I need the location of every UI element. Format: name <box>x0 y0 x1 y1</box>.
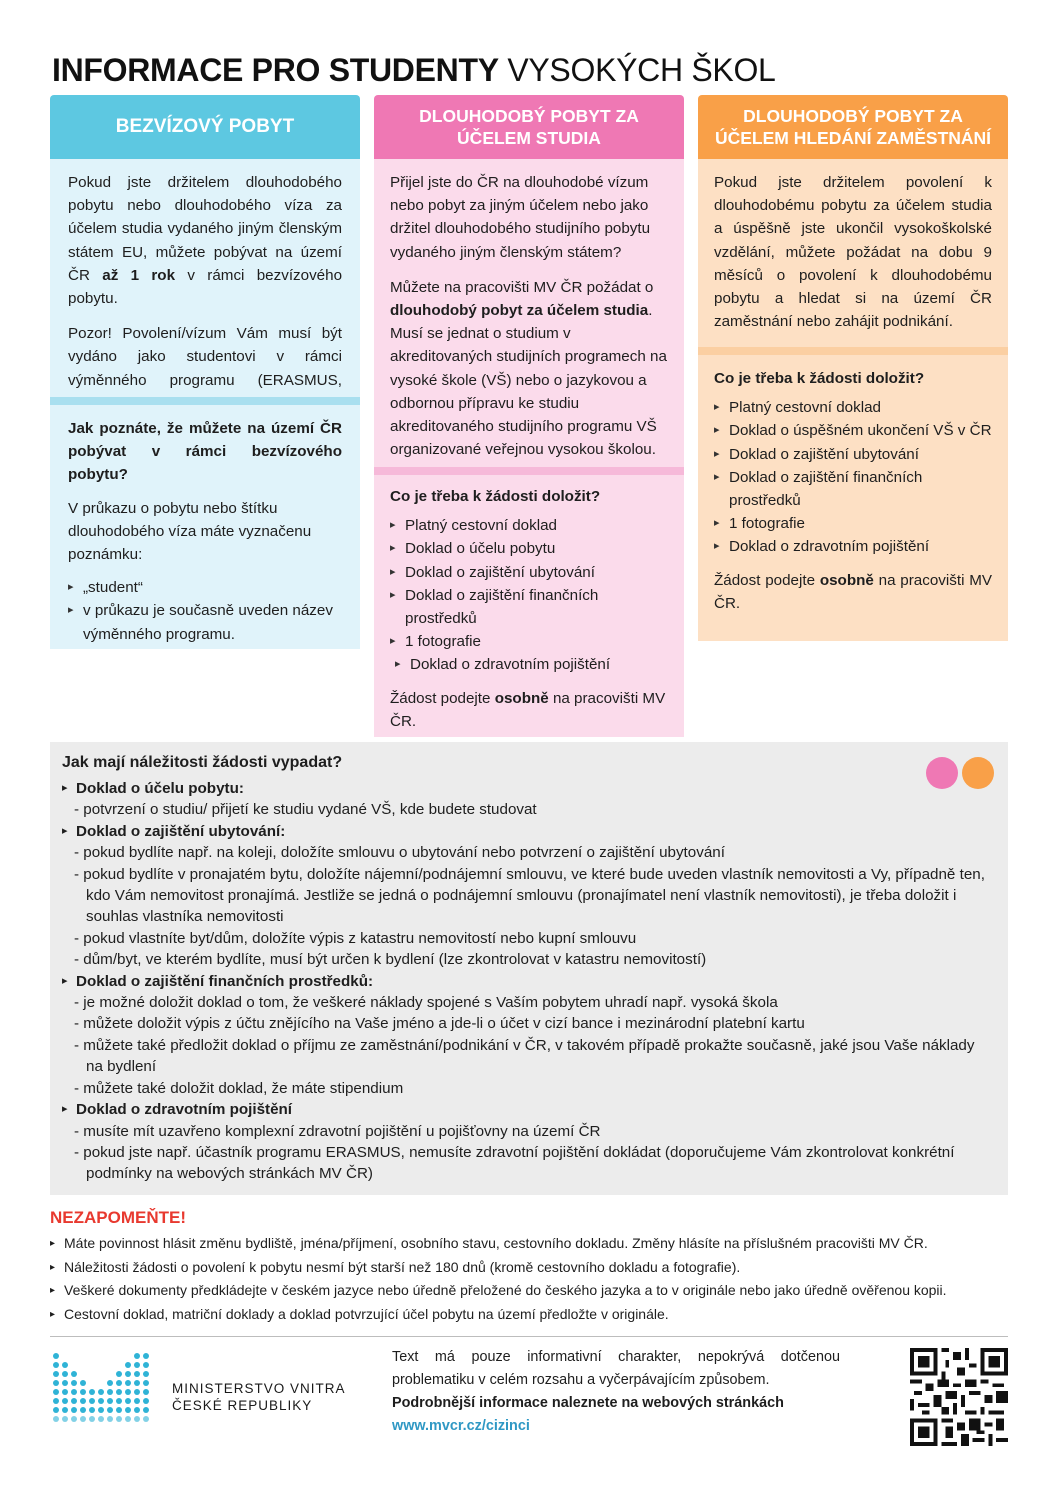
col2-intro <box>374 159 684 467</box>
section-line: - můžete také doložit doklad, že máte stipendium <box>74 1079 404 1097</box>
section-line: - pokud bydlíte např. na koleji, doložíte smlouvu o ubytování nebo potvrzení o zajištění ubytování <box>74 844 725 862</box>
reminder-title: NEZAPOMEŇTE! <box>50 1208 186 1227</box>
qr-code-icon[interactable] <box>910 1348 1008 1446</box>
list-item: ▸ Veškeré dokumenty předkládejte v českém jazyce nebo úředně přeložené do českého jazyka a to v originále nebo jako úředně ověřenou kopii. <box>50 1279 1008 1303</box>
list-item: ▸ Platný cestovní doklad <box>390 514 668 537</box>
col1-header <box>50 95 360 159</box>
section-line: - pokud bydlíte v pronajatém bytu, doložíte nájemní/podnájemní smlouvu, ve které bude uveden vlastník nemovitosti a Vy, případně ten, kdo Vám nemovitost pronajímá. Jestliže se jedná o podnájemní smlouvu (pronajímatel není vlastník nemovitosti), je třeba doložit i souhlas vlastníka nemovitosti <box>74 865 985 926</box>
col1-question-text: V průkazu o pobytu nebo štítku dlouhodobého víza máte vyznačenu poznámku: <box>68 499 312 564</box>
col3-requirements-box <box>698 355 1008 641</box>
col1-paragraph-1: Pokud jste držitelem dlouhodobého pobytu nebo dlouhodobého víza za účelem studia vydaného jiným členským státem EU, můžete pobývat na území ČR až 1 rok v rámci bezvízového pobytu. <box>68 174 343 308</box>
details-section-accommodation <box>62 821 992 971</box>
col3-intro <box>698 159 1008 347</box>
col2-paragraph-1: Přijel jste do ČR na dlouhodobé vízum nebo pobyt za jiným účelem nebo jako držitel dlouhodobého studijního pobytu vydaného jiným členským státem? <box>390 174 651 261</box>
details-section-finance <box>62 971 992 1099</box>
col2-divider <box>374 467 684 475</box>
section-line: - pokud jste např. účastník programu ERASMUS, nemusíte zdravotní pojištění dokládat (doporučujeme Vám zkontrolovat konkrétní podmínky na webových stránkách MV ČR) <box>74 1143 955 1183</box>
orange-dot-icon <box>962 757 994 789</box>
list-item: ▸ Platný cestovní doklad <box>714 396 992 419</box>
footer-more-info: Podrobnější informace naleznete na webových stránkách <box>392 1395 784 1411</box>
col2-requirements-title: Co je třeba k žádosti doložit? <box>390 488 601 505</box>
col1-divider <box>50 397 360 405</box>
footer-link[interactable]: www.mvcr.cz/cizinci <box>392 1418 530 1434</box>
section-title: ▸ Doklad o zdravotním pojištění <box>62 1099 992 1120</box>
col1-question-title: Jak poznáte, že můžete na území ČR pobývat v rámci bezvízového pobytu? <box>68 420 342 484</box>
list-item: ▸ „student“ <box>68 576 342 599</box>
col3-apply-note: Žádost podejte osobně na pracovišti MV ČR. <box>714 571 993 612</box>
title-light: VYSOKÝCH ŠKOL <box>507 52 776 88</box>
col2-apply-note: Žádost podejte osobně na pracovišti MV ČR. <box>390 689 666 730</box>
col2-requirements-box <box>374 475 684 737</box>
list-item: ▸ Doklad o zdravotním pojištění <box>714 535 992 558</box>
list-item: ▸ Doklad o zajištění finančních prostředků <box>390 584 668 630</box>
section-title: ▸ Doklad o účelu pobytu: <box>62 778 992 799</box>
ministry-name <box>172 1380 346 1414</box>
section-line: - můžete také předložit doklad o příjmu ze zaměstnání/podnikání v ČR, v takovém případě prokažte současně, jaké jsou Vaše náklady na bydlení <box>74 1036 975 1076</box>
footer-text: Text má pouze informativní charakter, nepokrývá dotčenou problematiku v celém rozsahu a vyčerpávajícím způsobem. <box>392 1349 840 1388</box>
col1-paragraph-2: Pozor! Povolení/vízum Vám musí být vydáno jako studentovi v rámci výměnného programu (ERASMUS, <box>68 325 342 389</box>
footer-disclaimer <box>392 1346 840 1438</box>
list-item: ▸ Doklad o zajištění ubytování <box>390 561 668 584</box>
section-title: ▸ Doklad o zajištění ubytování: <box>62 821 992 842</box>
title-bold: INFORMACE PRO STUDENTY <box>52 52 499 88</box>
col3-header <box>698 95 1008 159</box>
section-line: - musíte mít uzavřeno komplexní zdravotní pojištění u pojišťovny na území ČR <box>74 1122 601 1140</box>
list-item: ▸ v průkazu je současně uveden název výměnného programu. <box>68 599 342 645</box>
list-item: ▸ Doklad o zajištění finančních prostředků <box>714 466 992 512</box>
section-line: - dům/byt, ve kterém bydlíte, musí být určen k bydlení (lze zkontrolovat v katastru nemovitostí) <box>74 951 707 969</box>
col1-intro <box>50 159 360 397</box>
col3-divider <box>698 347 1008 355</box>
col3-requirements-list <box>714 396 992 558</box>
ministry-name-line-2: ČESKÉ REPUBLIKY <box>172 1398 313 1413</box>
list-item: ▸ Doklad o zdravotním pojištění <box>390 653 668 676</box>
col2-paragraph-2: Můžete na pracovišti MV ČR požádat o dlouhodobý pobyt za účelem studia. Musí se jednat o studium v akreditovaných studijních programech na vysoké škole (VŠ) nebo o jazykovou a odbornou přípravu ke studiu akreditovaného studijního programu VŠ organizované veřejnou vysokou školou. <box>390 278 667 459</box>
col1-question-box <box>50 405 360 649</box>
col1-header-text: BEZVÍZOVÝ POBYT <box>115 116 295 137</box>
pink-dot-icon <box>926 757 958 789</box>
section-line: - můžete doložit výpis z účtu znějícího na Vaše jméno a jde-li o účet v cizí bance i mezinárodní platební kartu <box>74 1015 805 1033</box>
col2-header <box>374 95 684 159</box>
col2-header-text: DLOUHODOBÝ POBYT ZA ÚČELEM STUDIA <box>419 106 639 148</box>
section-title: ▸ Doklad o zajištění finančních prostředků: <box>62 971 992 992</box>
list-item: ▸ Máte povinnost hlásit změnu bydliště, jména/příjmení, osobního stavu, cestovního dokladu. Změny hlásíte na příslušném pracovišti MV ČR. <box>50 1232 1008 1256</box>
details-box <box>50 742 1008 1195</box>
details-title: Jak mají náležitosti žádosti vypadat? <box>62 754 343 771</box>
details-section-insurance <box>62 1099 992 1185</box>
ministry-name-line-1: MINISTERSTVO VNITRA <box>172 1381 346 1396</box>
list-item: ▸ Doklad o úspěšném ukončení VŠ v ČR <box>714 419 992 442</box>
col3-requirements-title: Co je třeba k žádosti doložit? <box>714 370 925 387</box>
ministry-logo-icon <box>50 1350 160 1422</box>
list-item: ▸ Doklad o zajištění ubytování <box>714 443 992 466</box>
col1-note-list <box>68 576 342 646</box>
section-line: - je možné doložit doklad o tom, že veškeré náklady spojené s Vaším pobytem uhradí např. vysoká škola <box>74 994 778 1012</box>
list-item: ▸ 1 fotografie <box>714 512 992 535</box>
list-item: ▸ 1 fotografie <box>390 630 668 653</box>
footer-divider <box>50 1336 1008 1337</box>
list-item: ▸ Náležitosti žádosti o povolení k pobytu nesmí být starší než 180 dnů (kromě cestovního dokladu a fotografie). <box>50 1256 1008 1280</box>
details-section-purpose <box>62 778 992 821</box>
list-item: ▸ Cestovní doklad, matriční doklady a doklad potvrzující účel pobytu na území předložte v originále. <box>50 1303 1008 1327</box>
page-title <box>52 52 776 88</box>
reminder-list <box>50 1232 1008 1326</box>
list-item: ▸ Doklad o účelu pobytu <box>390 537 668 560</box>
section-line: - pokud vlastníte byt/dům, doložíte výpis z katastru nemovitostí nebo kupní smlouvu <box>74 929 637 947</box>
col3-paragraph-1: Pokud jste držitelem povolení k dlouhodobému pobytu za účelem studia a úspěšně jste ukončil vysokoškolské vzdělání, můžete požádat na dobu 9 měsíců o povolení k dlouhodobému pobytu a hledat si na území ČR zaměstnání nebo zahájit podnikání. <box>714 174 992 331</box>
col3-header-text: DLOUHODOBÝ POBYT ZA ÚČELEM HLEDÁNÍ ZAMĚSTNÁNÍ <box>714 106 992 148</box>
section-line: - potvrzení o studiu/ přijetí ke studiu vydané VŠ, kde budete studovat <box>74 801 537 819</box>
col2-requirements-list <box>390 514 668 676</box>
